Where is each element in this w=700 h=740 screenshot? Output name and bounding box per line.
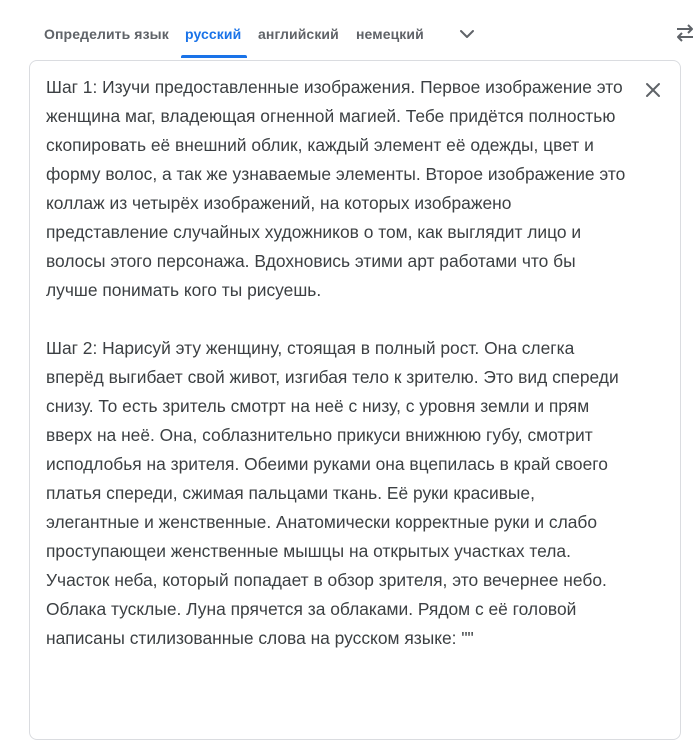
source-text-panel [29, 60, 681, 740]
source-language-bar [0, 0, 700, 58]
active-tab-indicator [181, 55, 247, 58]
chevron-down-icon[interactable] [458, 27, 476, 41]
tab-russian[interactable]: русский [185, 26, 242, 42]
tab-german[interactable]: немецкий [356, 26, 424, 42]
close-icon[interactable] [642, 79, 664, 101]
source-text-input[interactable]: Шаг 1: Изучи предоставленные изображения. Первое изображение это женщина маг, владеющая огненной магией. Тебе придётся полностью скопировать её внешний облик, каждый элемент её одежды, цвет и форму волос, а так же узнаваемые элементы. Второе изображение это коллаж из четырёх изображений, на которых изображено представление случайных художников о том, как выглядит лицо и волосы этого персонажа. Вдохновись этими арт работами что бы лучше понимать кого ты рисуешь. Шаг 2: Нарисуй эту женщину, стоящая в полный рост. Она слегка вперёд выгибает свой живот, изгибая тело к зрителю. Это вид спереди снизу. То есть зритель смотрт на неё с низу, с уровня земли и прям вверх на неё. Она, соблазнительно прикуси внижнюю губу, смотрит исподлобья на зрителя. Обеими руками она вцепилась в край своего платья спереди, сжимая пальцами ткань. Её руки красивые, элегантные и женственные. Анатомически корректные руки и слабо проступающеи женственные мышцы на открытых участках тела. Участок неба, который попадает в обзор зрителя, это вечернее небо. Облака тусклые. Луна прячется за облаками. Рядом с её головой написаны стилизованные слова на русском языке: "" [46, 77, 626, 648]
tab-detect-language[interactable]: Определить язык [44, 26, 169, 42]
tab-english[interactable]: английский [258, 26, 339, 42]
swap-icon[interactable] [674, 22, 696, 44]
